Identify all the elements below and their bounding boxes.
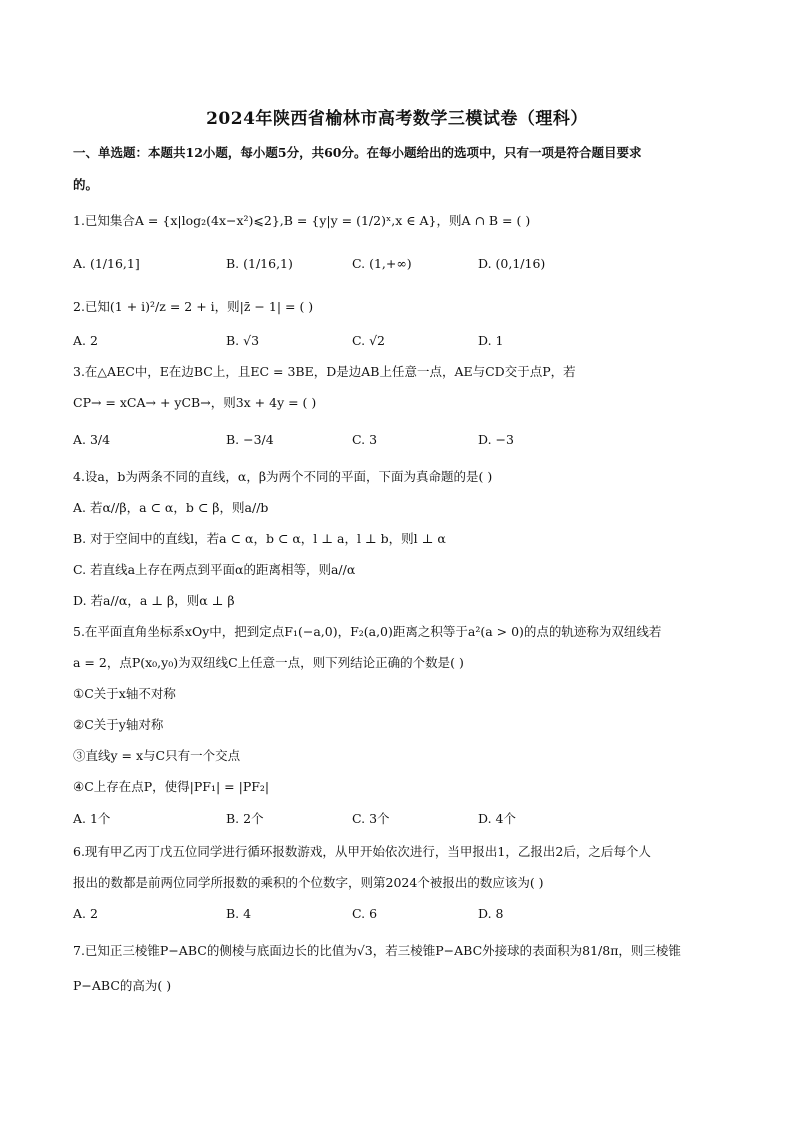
q6-option-a: A. 2 (73, 906, 98, 921)
q5-statement-1: ①C关于x轴不对称 (73, 686, 176, 701)
q6-option-d: D. 8 (478, 906, 504, 921)
q5-option-b: B. 2个 (226, 811, 264, 826)
question-6-stem-line2: 报出的数都是前两位同学所报数的乘积的个位数字，则第2024个被报出的数应该为( ) (73, 875, 544, 890)
q4-option-b: B. 对于空间中的直线l，若a ⊂ α，b ⊂ α，l ⊥ a，l ⊥ b，则l ⊥ α (73, 531, 446, 546)
q6-option-c: C. 6 (352, 906, 378, 921)
question-6-stem-line1: 6.现有甲乙丙丁戊五位同学进行循环报数游戏，从甲开始依次进行，当甲报出1，乙报出2后，之后每个人 (73, 844, 651, 859)
q2-option-c: C. √2 (352, 333, 385, 348)
section-heading-line2: 的。 (73, 177, 99, 192)
q4-option-c: C. 若直线a上存在两点到平面α的距离相等，则a//α (73, 562, 356, 577)
q1-option-d: D. (0,1/16) (478, 256, 546, 271)
q5-statement-4: ④C上存在点P，使得|PF₁| = |PF₂| (73, 779, 270, 794)
q5-option-c: C. 3个 (352, 811, 390, 826)
q3-option-d: D. −3 (478, 432, 514, 447)
question-5-stem-line2: a = 2，点P(x₀,y₀)为双纽线C上任意一点，则下列结论正确的个数是( ) (73, 655, 464, 670)
q6-option-b: B. 4 (226, 906, 252, 921)
question-3-stem-line2: CP→ = xCA→ + yCB→，则3x + 4y = ( ) (73, 395, 317, 410)
question-7-stem-line2: P−ABC的高为( ) (73, 978, 172, 993)
q1-option-b: B. (1/16,1) (226, 256, 293, 271)
q1-option-a: A. (1/16,1] (73, 256, 140, 271)
q4-option-a: A. 若α//β，a ⊂ α，b ⊂ β，则a//b (73, 500, 269, 515)
q4-option-d: D. 若a//α，a ⊥ β，则α ⊥ β (73, 593, 235, 608)
q5-option-d: D. 4个 (478, 811, 516, 826)
q2-option-b: B. √3 (226, 333, 260, 348)
q3-option-a: A. 3/4 (73, 432, 111, 447)
q2-option-a: A. 2 (73, 333, 98, 348)
question-7-stem-line1: 7.已知正三棱锥P−ABC的侧棱与底面边长的比值为√3，若三棱锥P−ABC外接球的表面积为81/8π，则三棱锥 (73, 943, 681, 958)
q5-statement-3: ③直线y = x与C只有一个交点 (73, 748, 241, 763)
section-heading-line1: 一、单选题：本题共12小题，每小题5分，共60分。在每小题给出的选项中，只有一项是符合题目要求 (73, 145, 642, 160)
question-2-stem: 2.已知(1 + i)²/z = 2 + i，则|z̄ − 1| = ( ) (73, 299, 314, 314)
question-5-stem-line1: 5.在平面直角坐标系xOy中，把到定点F₁(−a,0)，F₂(a,0)距离之积等于a²(a > 0)的点的轨迹称为双纽线若 (73, 624, 662, 639)
q3-option-b: B. −3/4 (226, 432, 274, 447)
q5-option-a: A. 1个 (73, 811, 111, 826)
q1-option-c: C. (1,+∞) (352, 256, 412, 271)
q3-option-c: C. 3 (352, 432, 378, 447)
page-title: 2024年陕西省榆林市高考数学三模试卷（理科） (206, 109, 588, 129)
q2-option-d: D. 1 (478, 333, 504, 348)
question-4-stem: 4.设a，b为两条不同的直线，α，β为两个不同的平面，下面为真命题的是( ) (73, 469, 493, 484)
question-1-stem: 1.已知集合A = {x|log₂(4x−x²)⩽2},B = {y|y = (1/2)ˣ,x ∈ A}，则A ∩ B = ( ) (73, 213, 531, 228)
q5-statement-2: ②C关于y轴对称 (73, 717, 164, 732)
question-3-stem-line1: 3.在△AEC中，E在边BC上，且EC = 3BE，D是边AB上任意一点，AE与CD交于点P，若 (73, 364, 576, 379)
